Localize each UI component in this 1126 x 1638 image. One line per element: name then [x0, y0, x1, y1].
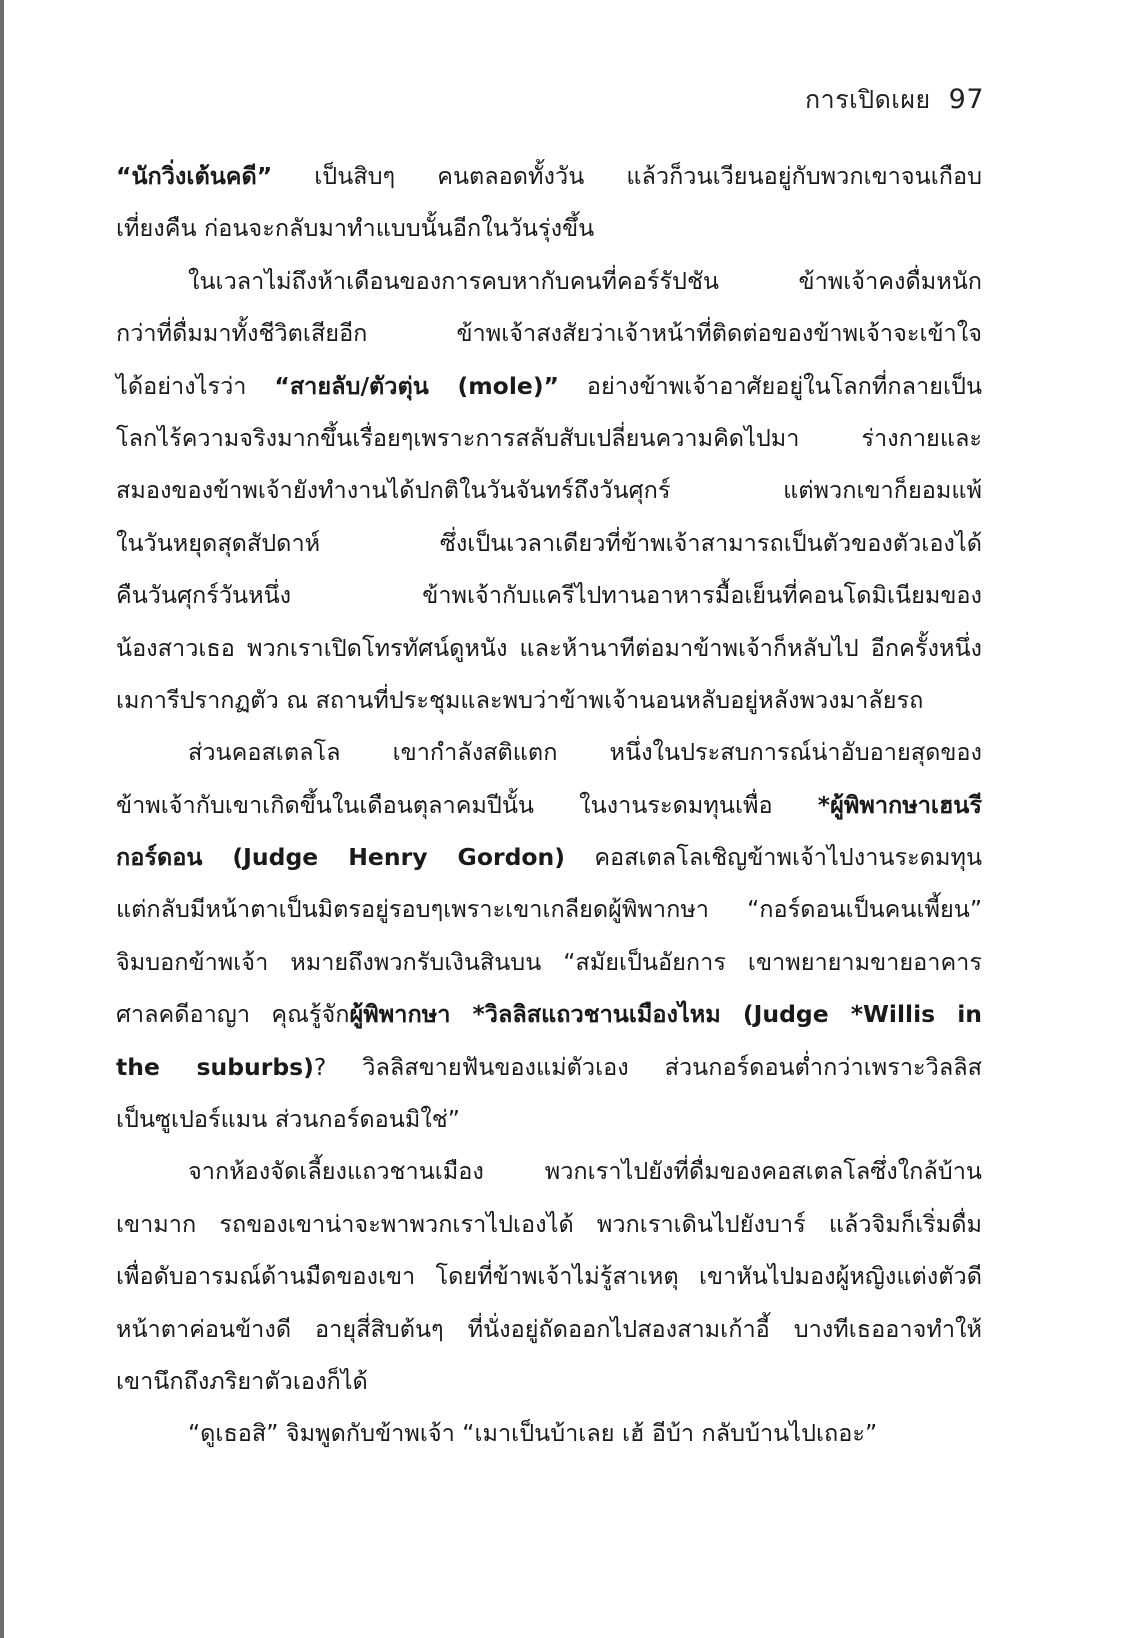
line-text: คอสเตลโลเชิญข้าพเจ้าไปงานระดมทุน [565, 843, 983, 872]
line-text: จากห้องจัดเลี้ยงแถวชานเมือง พวกเราไปยังที่ดื่มของคอสเตลโลซึ่งใกล้บ้าน [188, 1157, 982, 1186]
line-text: เป็นซูเปอร์แมน ส่วนกอร์ดอนมิใช่” [116, 1105, 460, 1134]
text-line [116, 360, 982, 412]
body-text [116, 150, 982, 1460]
text-line [116, 622, 982, 674]
page-left-border [0, 0, 4, 1638]
bold-phrase: กอร์ดอน (Judge Henry Gordon) [116, 843, 566, 872]
line-text: โลกไร้ความจริงมากขึ้นเรื่อยๆเพราะการสลับสับเปลี่ยนความคิดไปมา ร่างกายและ [116, 423, 982, 452]
line-text: กว่าที่ดื่มมาทั้งชีวิตเสียอีก ข้าพเจ้าสงสัยว่าเจ้าหน้าที่ติดต่อของข้าพเจ้าจะเข้าใจ [116, 319, 982, 348]
paragraph-start-line [116, 1407, 982, 1459]
text-line [116, 569, 982, 621]
text-line [116, 1198, 982, 1250]
line-text: แต่กลับมีหน้าตาเป็นมิตรอยู่รอบๆเพราะเขาเกลียดผู้พิพากษา “กอร์ดอนเป็นคนเพี้ยน” [116, 895, 982, 924]
bold-phrase: “สายลับ/ตัวตุ่น (mole)” [274, 371, 560, 400]
text-line [116, 1355, 982, 1407]
text-line [116, 1041, 982, 1093]
line-text: เขามาก รถของเขาน่าจะพาพวกเราไปเองได้ พวกเราเดินไปยังบาร์ แล้วจิมก็เริ่มดื่ม [116, 1209, 982, 1238]
line-text: ? วิลลิสขายฟันของแม่ตัวเอง ส่วนกอร์ดอนต่ำกว่าเพราะวิลลิส [313, 1052, 982, 1081]
line-text: เมการีปรากฏตัว ณ สถานที่ประชุมและพบว่าข้าพเจ้านอนหลับอยู่หลังพวงมาลัยรถ [116, 685, 924, 714]
paragraph-start-line [116, 1145, 982, 1197]
text-line [116, 202, 982, 254]
running-header [805, 80, 984, 120]
section-title: การเปิดเผย [805, 85, 931, 114]
line-text: เพื่อดับอารมณ์ด้านมืดของเขา โดยที่ข้าพเจ้าไม่รู้สาเหตุ เขาหันไปมองผู้หญิงแต่งตัวดี [116, 1262, 982, 1291]
paragraph-start-line [116, 255, 982, 307]
line-text: หน้าตาค่อนข้างดี อายุสี่สิบต้นๆ ที่นั่งอยู่ถัดออกไปสองสามเก้าอี้ บางทีเธออาจทำให้ [116, 1314, 982, 1343]
text-line [116, 412, 982, 464]
bold-phrase: the suburbs) [116, 1052, 314, 1081]
text-line [116, 936, 982, 988]
line-text: น้องสาวเธอ พวกเราเปิดโทรทัศน์ดูหนัง และห้านาทีต่อมาข้าพเจ้าก็หลับไป อีกครั้งหนึ่ง [116, 633, 982, 662]
text-line [116, 307, 982, 359]
line-text: จิมบอกข้าพเจ้า หมายถึงพวกรับเงินสินบน “สมัยเป็นอัยการ เขาพยายามขายอาคาร [116, 947, 982, 976]
line-text: ในวันหยุดสุดสัปดาห์ ซึ่งเป็นเวลาเดียวที่ข้าพเจ้าสามารถเป็นตัวของตัวเองได้ [116, 528, 982, 557]
text-line [116, 883, 982, 935]
line-text: เขานึกถึงภริยาตัวเองก็ได้ [116, 1366, 368, 1395]
bold-phrase: *ผู้พิพากษาเฮนรี [817, 790, 982, 819]
text-line [116, 674, 982, 726]
line-text: เที่ยงคืน ก่อนจะกลับมาทำแบบนั้นอีกในวันรุ่งขึ้น [116, 214, 595, 243]
line-text: ได้อย่างไรว่า [116, 371, 275, 400]
line-text: คืนวันศุกร์วันหนึ่ง ข้าพเจ้ากับแครีไปทานอาหารมื้อเย็นที่คอนโดมิเนียมของ [116, 581, 982, 610]
paragraph-start-line [116, 726, 982, 778]
text-line [116, 464, 982, 516]
text-line [116, 988, 982, 1040]
text-line [116, 517, 982, 569]
line-text: สมองของข้าพเจ้ายังทำงานได้ปกติในวันจันทร์ถึงวันศุกร์ แต่พวกเขาก็ยอมแพ้ [116, 476, 982, 505]
page-number: 97 [948, 84, 984, 115]
line-text: “ดูเธอสิ” จิมพูดกับข้าพเจ้า “เมาเป็นบ้าเลย เฮ้ อีบ้า กลับบ้านไปเถอะ” [188, 1419, 878, 1448]
line-text: ส่วนคอสเตลโล เขากำลังสติแตก หนึ่งในประสบการณ์น่าอับอายสุดของ [188, 738, 982, 767]
line-text: ศาลคดีอาญา คุณรู้จัก [116, 1000, 350, 1029]
line-text: ข้าพเจ้ากับเขาเกิดขึ้นในเดือนตุลาคมปีนั้น ในงานระดมทุนเพื่อ [116, 790, 818, 819]
line-text: อย่างข้าพเจ้าอาศัยอยู่ในโลกที่กลายเป็น [559, 371, 983, 400]
bold-phrase: “นักวิ่งเต้นคดี” [116, 162, 273, 190]
line-text: ในเวลาไม่ถึงห้าเดือนของการคบหากับคนที่คอร์รัปชัน ข้าพเจ้าคงดื่มหนัก [188, 266, 982, 295]
text-line [116, 1250, 982, 1302]
bold-phrase: ผู้พิพากษา *วิลลิสแถวชานเมืองไหม (Judge *Willis in [349, 1000, 982, 1029]
text-line [116, 150, 982, 202]
text-line [116, 1303, 982, 1355]
text-line [116, 1093, 982, 1145]
text-line [116, 779, 982, 831]
text-line [116, 831, 982, 883]
line-text: เป็นสิบๆ คนตลอดทั้งวัน แล้วก็วนเวียนอยู่กับพวกเขาจนเกือบ [272, 162, 982, 190]
